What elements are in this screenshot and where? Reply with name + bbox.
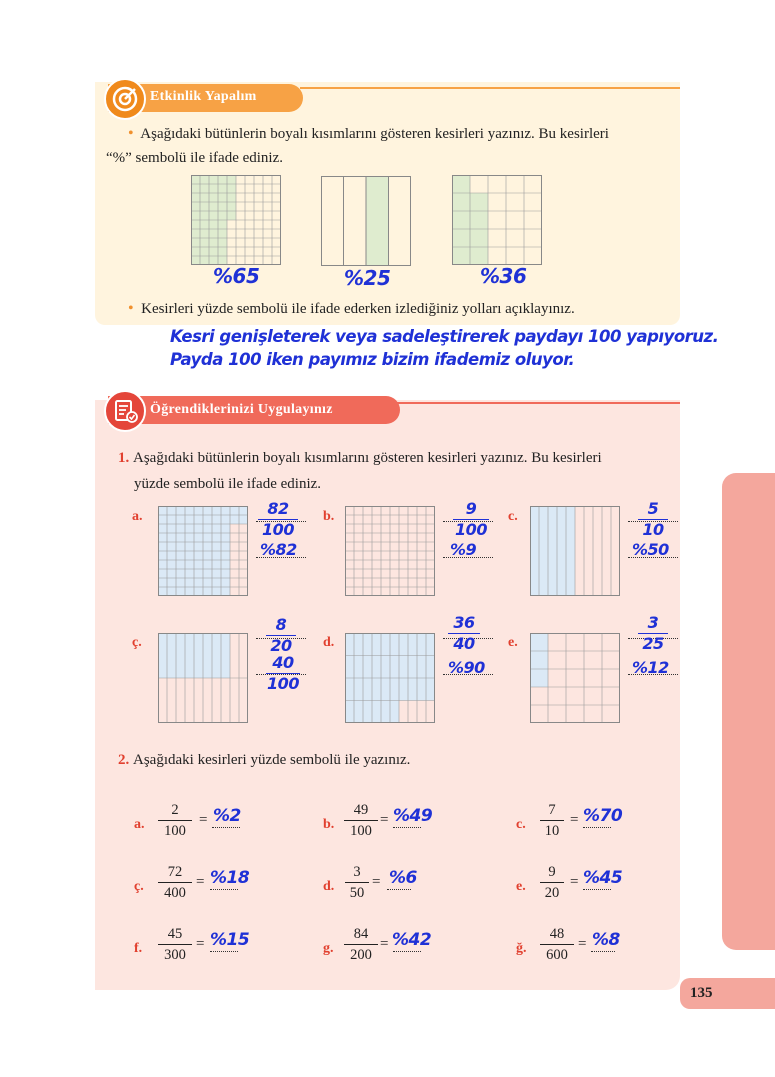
answer-line [393,951,421,952]
answer-line [393,827,421,828]
q2-fraction-gg: $\frac{48}{600}$ [540,925,574,964]
q1-grid-e [530,633,620,723]
page-number: 135 [680,978,775,1009]
q2-fraction-cc: $\frac{72}{400}$ [158,863,192,902]
activity-header-title: Etkinlik Yapalım [150,89,257,104]
equals-sign: = [578,936,587,952]
activity-answer-c: %36 [480,264,527,288]
q2-answer-d: %6 [389,868,417,888]
q2-answer-f: %15 [210,930,250,950]
q2-fraction-c: $\frac{7}{10}$ [540,801,564,840]
q2-fraction-g: $\frac{84}{200}$ [344,925,378,964]
q2-answer-b: %49 [393,806,433,826]
q2-fraction-d: $\frac{3}{50}$ [345,863,369,902]
handwritten-line-1: Kesri genişleterek veya sadeleştirerek paydayı 100 yapıyoruz. [170,327,719,346]
activity-grid-2 [321,176,411,266]
practice-header-title: Öğrendiklerinizi Uygulayınız [150,402,333,417]
q2-answer-g: %42 [392,930,432,950]
activity-instruction-1b: “%” sembolü ile ifade ediniz. [106,150,284,166]
q1-grid-a [158,506,248,596]
q1-answer-e-fraction: $\frac{3}{25}$ [638,614,668,653]
q2-fraction-f: $\frac{45}{300}$ [158,925,192,964]
q2-label-cc: ç. [134,879,144,894]
q1-grid-cc [158,633,248,723]
q2-answer-c: %70 [583,806,623,826]
q2-answer-e: %45 [583,868,623,888]
activity-answer-a: %65 [213,264,260,288]
activity-instruction-1: • Aşağıdaki bütünlerin boyalı kısımlarını gösteren kesirleri yazınız. Bu kesirleri [128,125,609,142]
q2-fraction-a: $\frac{2}{100}$ [158,801,192,840]
q1-answer-e-percent: %12 [632,658,669,677]
equals-sign: = [199,812,208,828]
q2-label-a: a. [134,817,145,832]
equals-sign: = [380,812,389,828]
equals-sign: = [196,874,205,890]
q1-answer-b-percent: %9 [450,540,477,559]
side-tab [722,473,775,950]
target-icon [104,78,146,120]
q1-grid-c [530,506,620,596]
activity-grid-1 [191,175,281,265]
equals-sign: = [196,936,205,952]
q2-fraction-b: $\frac{49}{100}$ [344,801,378,840]
q2-answer-a: %2 [213,806,241,826]
q1-instruction-b: yüzde sembolü ile ifade ediniz. [134,476,322,492]
q1-instruction: 1. Aşağıdaki bütünlerin boyalı kısımlarını gösteren kesirleri yazınız. Bu kesirleri [118,450,602,466]
answer-line [210,889,238,890]
answer-line [387,889,411,890]
q2-fraction-e: $\frac{9}{20}$ [540,863,564,902]
q1-answer-d-percent: %90 [448,658,485,677]
q2-label-c: c. [516,817,526,832]
q2-answer-cc: %18 [210,868,250,888]
answer-line [583,889,611,890]
q2-label-f: f. [134,941,143,956]
equals-sign: = [570,874,579,890]
q1-grid-b [345,506,435,596]
handwritten-line-2: Payda 100 iken payımız bizim ifademiz oluyor. [170,350,575,369]
q1-label-a: a. [132,509,143,524]
activity-grid-3 [452,175,542,265]
q2-label-g: g. [323,941,334,956]
q2-label-b: b. [323,817,335,832]
q1-answer-b-fraction: $\frac{9}{100}$ [453,500,489,539]
practice-header-line [395,402,680,404]
q2-label-gg: ğ. [516,941,527,956]
q2-instruction: 2. Aşağıdaki kesirleri yüzde sembolü ile yazınız. [118,752,411,768]
q1-label-cc: ç. [132,635,142,650]
q1-answer-cc-fraction-2: $\frac{40}{100}$ [267,653,299,693]
q1-answer-d-fraction: $\frac{36}{40}$ [448,614,480,653]
answer-line [583,827,611,828]
checklist-icon [104,390,146,432]
equals-sign: = [570,812,579,828]
q1-label-d: d. [323,635,335,650]
q1-answer-c-fraction: $\frac{5}{10}$ [638,500,668,539]
q1-label-b: b. [323,509,335,524]
q1-answer-a-percent: %82 [260,540,297,559]
answer-line [210,951,238,952]
activity-header-line [300,87,680,89]
q2-label-d: d. [323,879,335,894]
q1-answer-c-percent: %50 [632,540,669,559]
q1-grid-d [345,633,435,723]
q1-label-c: c. [508,509,518,524]
activity-instruction-2: • Kesirleri yüzde sembolü ile ifade ederken izlediğiniz yolları açıklayınız. [128,300,575,317]
q1-answer-cc-fraction-1: $\frac{8}{20}$ [266,616,296,655]
answer-line [212,827,240,828]
q1-answer-a-fraction: $\frac{82}{100}$ [258,500,298,539]
q2-label-e: e. [516,879,526,894]
activity-answer-b: %25 [344,266,391,290]
equals-sign: = [372,874,381,890]
answer-line [591,951,615,952]
q2-answer-gg: %8 [592,930,620,950]
equals-sign: = [380,936,389,952]
q1-label-e: e. [508,635,518,650]
